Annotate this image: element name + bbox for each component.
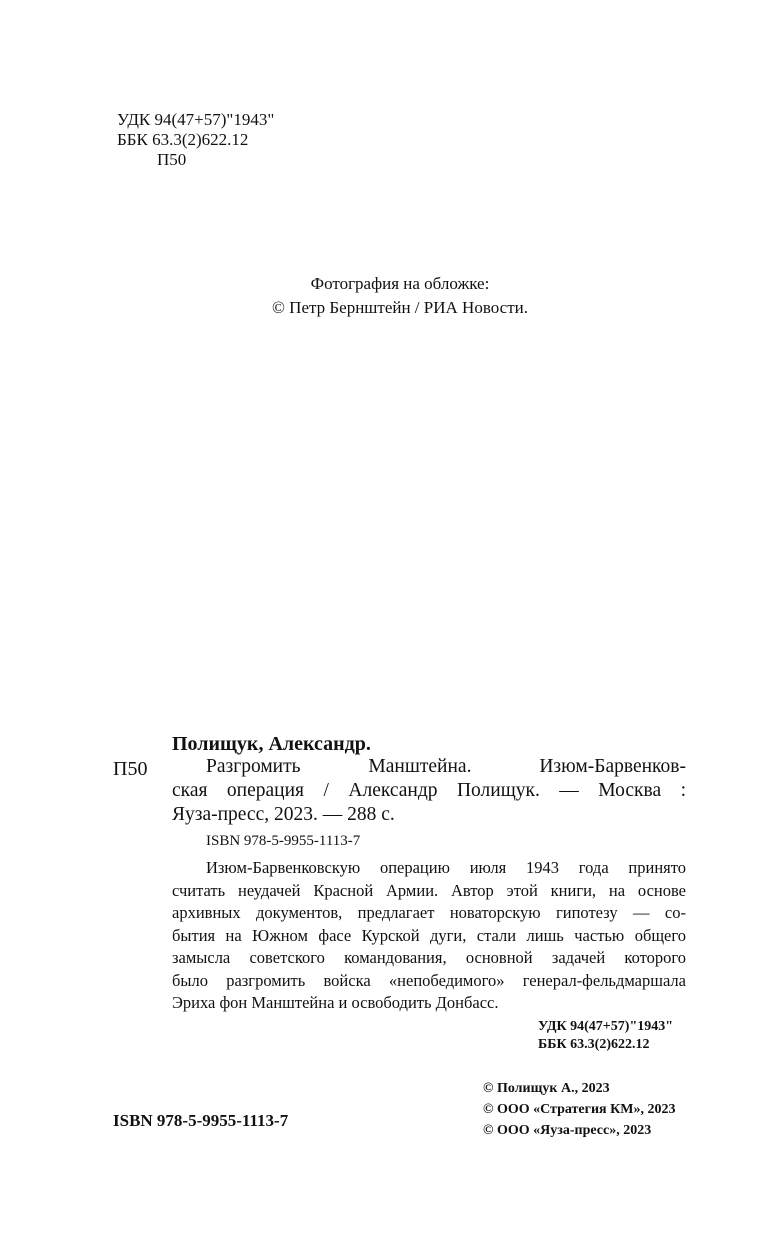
author-mark: П50 <box>157 150 187 169</box>
title-description <box>172 755 686 827</box>
author-mark-left: П50 <box>113 758 148 780</box>
title-line: ская операция / Александр Полищук. — Москва : <box>172 780 686 801</box>
copyright-line: © ООО «Яуза-пресс», 2023 <box>483 1123 652 1138</box>
copyright-block <box>483 1078 675 1141</box>
isbn-line: ISBN 978-5-9955-1113-7 <box>206 833 361 849</box>
udk-code-bold: УДК 94(47+57)"1943" <box>538 1019 673 1034</box>
abstract-line: Изюм-Барвенковскую операцию июля 1943 года принято <box>206 858 686 877</box>
title-line: Яуза-пресс, 2023. — 288 с. <box>172 804 395 825</box>
abstract-line: Эриха фон Манштейна и освободить Донбасс. <box>172 993 499 1012</box>
copyright-line: © Полищук А., 2023 <box>483 1081 610 1096</box>
copyright-line: © ООО «Стратегия КМ», 2023 <box>483 1102 676 1117</box>
photo-caption <box>0 272 768 320</box>
photo-caption-line: © Петр Бернштейн / РИА Новости. <box>272 298 528 317</box>
udk-code: УДК 94(47+57)"1943" <box>117 110 275 129</box>
bbk-code-bold: ББК 63.3(2)622.12 <box>538 1037 650 1052</box>
photo-caption-line: Фотография на обложке: <box>310 274 490 293</box>
abstract-line: считать неудачей Красной Армии. Автор этой книги, на основе <box>172 880 686 900</box>
abstract-line: архивных документов, предлагает новаторскую гипотезу — со- <box>172 903 686 922</box>
abstract-line: замысла советского командования, основной задачей которого <box>172 948 686 967</box>
classification-codes <box>538 1018 673 1054</box>
bbk-code: ББК 63.3(2)622.12 <box>117 130 249 149</box>
abstract-line: бытия на Южном фасе Курской дуги, стали лишь частью общего <box>172 925 686 945</box>
author-heading: Полищук, Александр. <box>172 733 371 755</box>
isbn-bold: ISBN 978-5-9955-1113-7 <box>113 1111 289 1130</box>
udk-header <box>117 110 274 170</box>
abstract-line: было разгромить войска «непобедимого» генерал-фельдмаршала <box>172 970 686 990</box>
title-line: Разгромить Манштейна. Изюм-Барвенков- <box>206 756 686 777</box>
abstract <box>172 857 686 1015</box>
